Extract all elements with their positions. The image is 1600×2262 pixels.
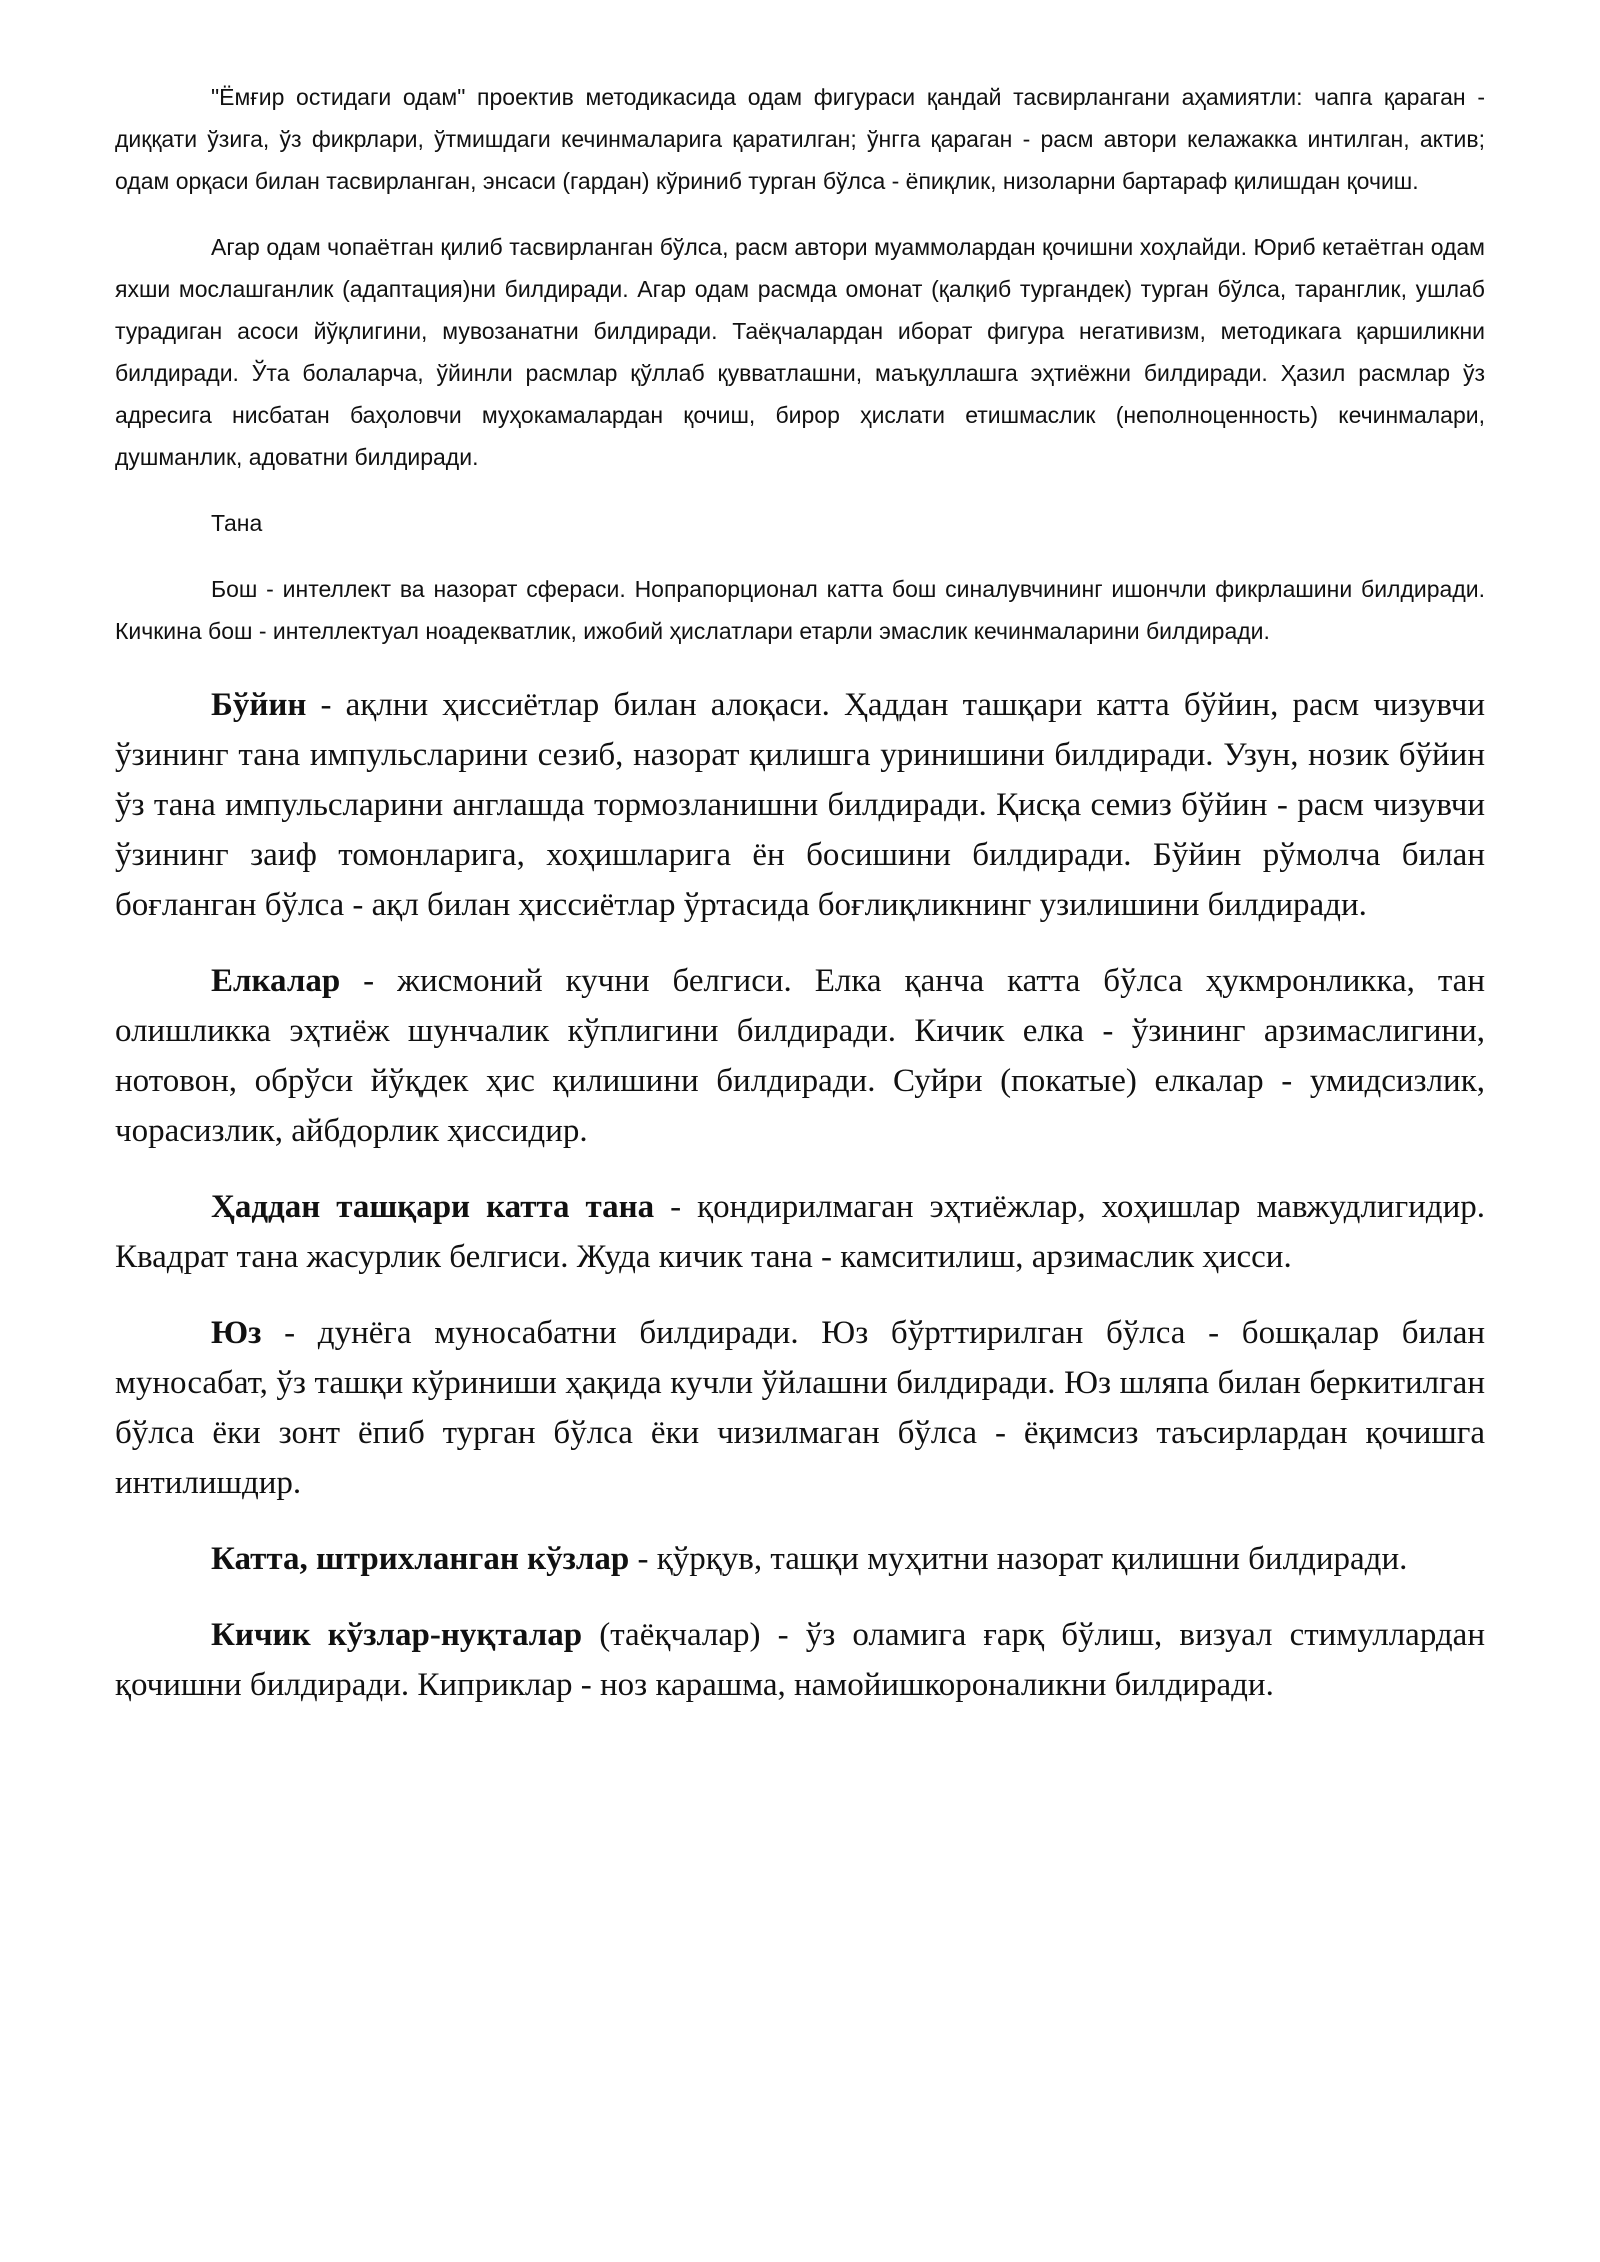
paragraph-shoulders (115, 956, 1485, 1156)
text-large-eyes: - қўрқув, ташқи муҳитни назорат қилишни билдиради. (629, 1541, 1408, 1577)
term-shoulders: Елкалар (211, 963, 341, 999)
term-neck: Бўйин (211, 687, 307, 723)
term-small-eyes: Кичик кўзлар-нуқталар (211, 1617, 583, 1653)
text-shoulders: - жисмоний кучни белгиси. Елка қанча катта бўлса ҳукмронликка, тан олишликка эҳтиёж шунчалик кўплигини билдиради. Кичик елка - ўзининг арзимаслигини, нотовон, обрўси йўқдек ҳис қилишини билдиради. Суйри (покатые) елкалар - умидсизлик, чорасизлик, айбдорлик ҳиссидир. (115, 963, 1485, 1149)
section-heading-body: Тана (211, 510, 263, 536)
paragraph-rain-figure: "Ёмғир остидаги одам" проектив методикасида одам фигураси қандай тасвирлангани аҳамиятли: чапга қараган - диққати ўзига, ўз фикрлари, ўтмишдаги кечинмаларига қаратилган; ўнгга қараган - расм автори келажакка интилган, актив; одам орқаси билан тасвирланган, энсаси (гардан) кўриниб турган бўлса - ёпиқлик, низоларни бартараф қилишдан қочиш. (115, 84, 1485, 194)
term-face: Юз (211, 1315, 262, 1351)
paragraph-large-body (115, 1182, 1485, 1282)
paragraph-head: Бош - интеллект ва назорат сфераси. Нопрапорционал катта бош синалувчининг ишончли фикрлашини билдиради. Кичкина бош - интеллектуал ноадекватлик, ижобий ҳислатлари етарли эмаслик кечинмаларини билдиради. (115, 576, 1485, 644)
term-large-eyes: Катта, штрихланган кўзлар (211, 1541, 630, 1577)
text-neck: - ақлни ҳиссиётлар билан алоқаси. Ҳаддан ташқари катта бўйин, расм чизувчи ўзининг тана импульсларини сезиб, назорат қилишга уринишини билдиради. Узун, нозик бўйин ўз тана импульсларини англашда тормозланишни билдиради. Қисқа семиз бўйин - расм чизувчи ўзининг заиф томонларига, хоҳишларига ён босишини билдиради. Бўйин рўмолча билан боғланган бўлса - ақл билан ҳиссиётлар ўртасида боғлиқликнинг узилишини билдиради. (115, 687, 1485, 923)
paragraph-large-eyes (115, 1534, 1485, 1584)
paragraph-figure-posture: Агар одам чопаётган қилиб тасвирланган бўлса, расм автори муаммолардан қочишни хоҳлайди. Юриб кетаётган одам яхши мослашганлик (адаптация)ни билдиради. Агар одам расмда омонат (қалқиб тургандек) турган бўлса, таранглик, ушлаб турадиган асоси йўқлигини, мувозанатни билдиради. Таёқчалардан иборат фигура негативизм, методикага қаршиликни билдиради. Ўта болаларча, ўйинли расмлар қўллаб қувватлашни, маъқуллашга эҳтиёжни билдиради. Ҳазил расмлар ўз адресига нисбатан баҳоловчи муҳокамалардан қочиш, бирор ҳислати етишмаслик (неполноценность) кечинмалари, душманлик, адоватни билдиради. (115, 234, 1485, 470)
text-small-eyes: (таёқчалар) - ўз оламига ғарқ бўлиш, визуал стимуллардан қочишни билдиради. Киприклар - ноз карашма, намойишкороналикни билдиради. (115, 1617, 1485, 1703)
paragraph-face (115, 1308, 1485, 1508)
term-large-body: Ҳаддан ташқари катта тана (211, 1189, 655, 1225)
paragraph-neck (115, 680, 1485, 930)
text-face: - дунёга муносабатни билдиради. Юз бўрттирилган бўлса - бошқалар билан муносабат, ўз ташқи кўриниши ҳақида кучли ўйлашни билдиради. Юз шляпа билан беркитилган бўлса ёки зонт ёпиб турган бўлса ёки чизилмаган бўлса - ёқимсиз таъсирлардан қочишга интилишдир. (115, 1315, 1485, 1501)
paragraph-small-eyes (115, 1610, 1485, 1710)
text-large-body: - қондирилмаган эҳтиёжлар, хоҳишлар мавжудлигидир. Квадрат тана жасурлик белгиси. Жуда кичик тана - камситилиш, арзимаслик ҳисси. (115, 1189, 1485, 1275)
